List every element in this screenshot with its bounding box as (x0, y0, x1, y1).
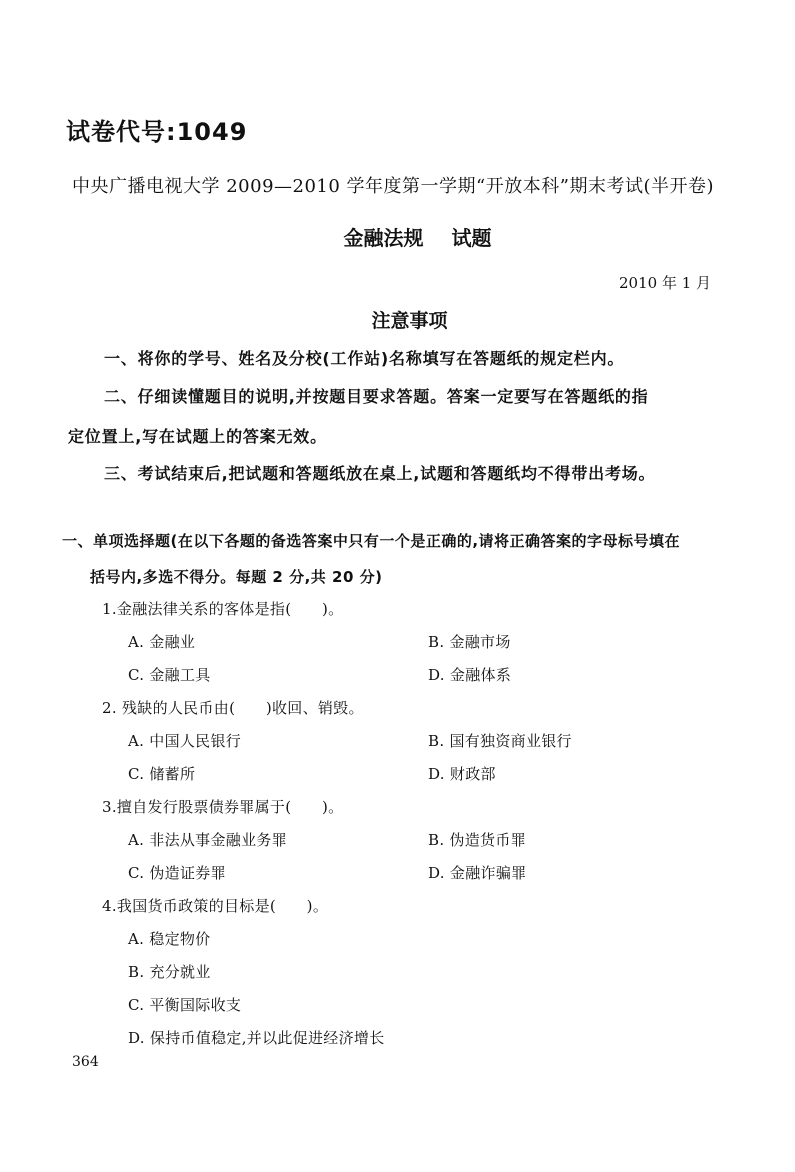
question-2-option-b: B. 国有独资商业银行 (428, 732, 572, 750)
question-1-option-a: A. 金融业 (128, 633, 196, 651)
notice-item-1: 一、将你的学号、姓名及分校(工作站)名称填写在答题纸的规定栏内。 (104, 349, 625, 368)
exam-title-sub: 试题 (451, 226, 492, 250)
page-number: 364 (72, 1054, 99, 1070)
question-1-option-b: B. 金融市场 (428, 633, 511, 651)
notice-item-3: 三、考试结束后,把试题和答题纸放在桌上,试题和答题纸均不得带出考场。 (104, 464, 656, 483)
question-1-stem: 1.金融法律关系的客体是指( )。 (102, 600, 344, 618)
question-2-option-d: D. 财政部 (428, 765, 496, 783)
exam-date: 2010 年 1 月 (619, 274, 712, 292)
question-4-option-b: B. 充分就业 (128, 963, 211, 981)
question-1-option-d: D. 金融体系 (428, 666, 512, 684)
question-3-option-a: A. 非法从事金融业务罪 (128, 831, 287, 849)
question-2-stem: 2. 残缺的人民币由( )收回、销毁。 (102, 699, 364, 717)
section-heading-line-2: 括号内,多选不得分。每题 2 分,共 20 分) (90, 568, 383, 586)
question-4-option-c: C. 平衡国际收支 (128, 996, 242, 1014)
question-1-option-c: C. 金融工具 (128, 666, 211, 684)
notice-item-2-line-2: 定位置上,写在试题上的答案无效。 (68, 427, 327, 446)
question-4-option-d: D. 保持币值稳定,并以此促进经济增长 (128, 1029, 385, 1047)
exam-subtitle: 中央广播电视大学 2009—2010 学年度第一学期“开放本科”期末考试(半开卷) (72, 176, 715, 197)
question-4-stem: 4.我国货币政策的目标是( )。 (102, 897, 329, 915)
paper-code: 试卷代号:1049 (66, 118, 248, 146)
notice-title: 注意事项 (371, 310, 448, 332)
question-3-option-d: D. 金融诈骗罪 (428, 864, 527, 882)
question-2-option-a: A. 中国人民银行 (128, 732, 242, 750)
section-heading-line-1: 一、单项选择题(在以下各题的备选答案中只有一个是正确的,请将正确答案的字母标号填在 (62, 532, 681, 550)
notice-item-2-line-1: 二、仔细读懂题目的说明,并按题目要求答题。答案一定要写在答题纸的指 (104, 387, 649, 406)
question-2-option-c: C. 储蓄所 (128, 765, 196, 783)
question-4-option-a: A. 稳定物价 (128, 930, 211, 948)
exam-title (0, 222, 795, 251)
exam-title-main: 金融法规 (343, 226, 424, 250)
question-3-stem: 3.擅自发行股票债券罪属于( )。 (102, 798, 344, 816)
question-3-option-c: C. 伪造证券罪 (128, 864, 226, 882)
question-3-option-b: B. 伪造货币罪 (428, 831, 526, 849)
